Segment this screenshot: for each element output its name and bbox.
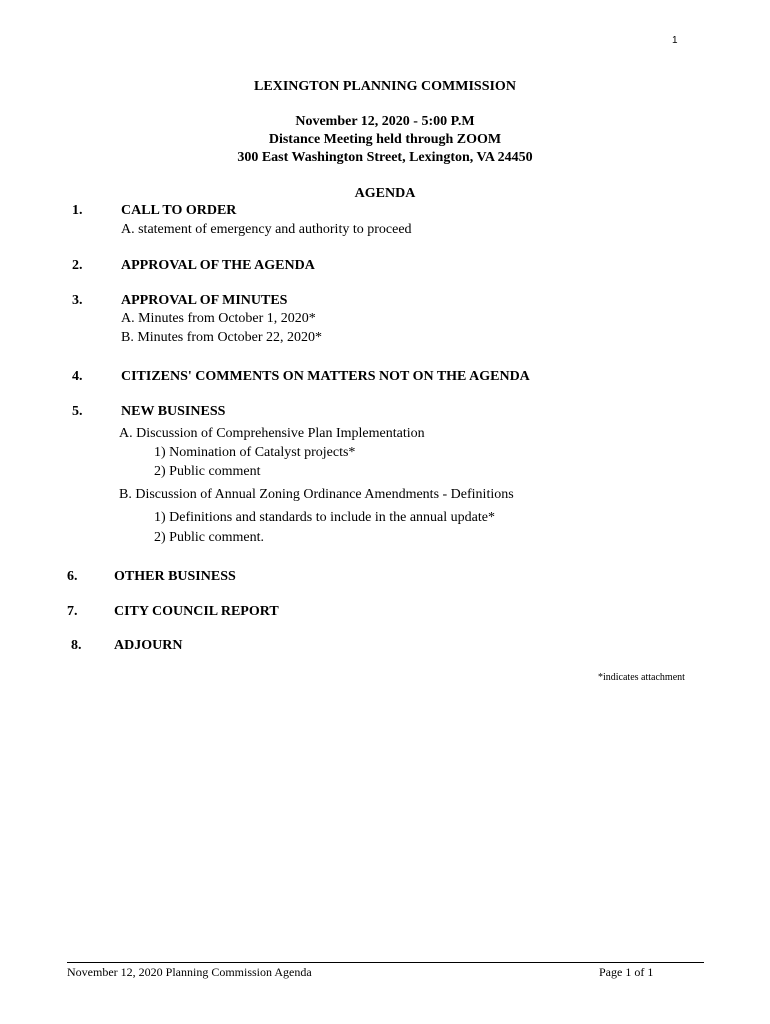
organization-title: LEXINGTON PLANNING COMMISSION bbox=[254, 79, 516, 94]
meeting-date-time: November 12, 2020 - 5:00 P.M bbox=[295, 114, 475, 129]
item-6-title: OTHER BUSINESS bbox=[114, 569, 236, 584]
footer-page-count: Page 1 of 1 bbox=[599, 965, 654, 979]
item-5-sub-a-point-2: 2) Public comment bbox=[154, 464, 261, 479]
footer-title: November 12, 2020 Planning Commission Agenda bbox=[67, 965, 312, 979]
item-7-title: CITY COUNCIL REPORT bbox=[114, 604, 279, 619]
item-5-number: 5. bbox=[72, 404, 83, 419]
item-4-number: 4. bbox=[72, 369, 83, 384]
item-3-title: APPROVAL OF MINUTES bbox=[121, 293, 288, 308]
item-3-number: 3. bbox=[72, 293, 83, 308]
item-5-sub-b: B. Discussion of Annual Zoning Ordinance Amendments - Definitions bbox=[119, 487, 514, 502]
footer-divider bbox=[67, 962, 704, 963]
meeting-address: 300 East Washington Street, Lexington, VA 24450 bbox=[237, 150, 533, 165]
attachment-note: *indicates attachment bbox=[598, 672, 685, 683]
item-2-title: APPROVAL OF THE AGENDA bbox=[121, 258, 315, 273]
item-5-sub-a-point-1: 1) Nomination of Catalyst projects* bbox=[154, 445, 356, 460]
item-3-sub-b: B. Minutes from October 22, 2020* bbox=[121, 330, 323, 345]
item-2-number: 2. bbox=[72, 258, 83, 273]
agenda-heading: AGENDA bbox=[354, 186, 416, 201]
item-6-number: 6. bbox=[67, 569, 78, 584]
item-3-sub-a: A. Minutes from October 1, 2020* bbox=[121, 311, 316, 326]
item-5-sub-b-point-2: 2) Public comment. bbox=[154, 530, 265, 545]
item-8-title: ADJOURN bbox=[114, 638, 183, 653]
meeting-type: Distance Meeting held through ZOOM bbox=[268, 132, 502, 147]
item-5-sub-a: A. Discussion of Comprehensive Plan Implementation bbox=[119, 426, 425, 441]
item-1-sub-a: A. statement of emergency and authority to proceed bbox=[121, 222, 412, 237]
item-1-title: CALL TO ORDER bbox=[121, 203, 237, 218]
item-1-number: 1. bbox=[72, 203, 83, 218]
item-4-title: CITIZENS' COMMENTS ON MATTERS NOT ON THE AGENDA bbox=[121, 369, 530, 384]
item-5-title: NEW BUSINESS bbox=[121, 404, 226, 419]
item-8-number: 8. bbox=[71, 638, 82, 653]
item-5-sub-b-point-1: 1) Definitions and standards to include in the annual update* bbox=[154, 510, 495, 525]
item-7-number: 7. bbox=[67, 604, 78, 619]
page-number: 1 bbox=[672, 35, 678, 46]
